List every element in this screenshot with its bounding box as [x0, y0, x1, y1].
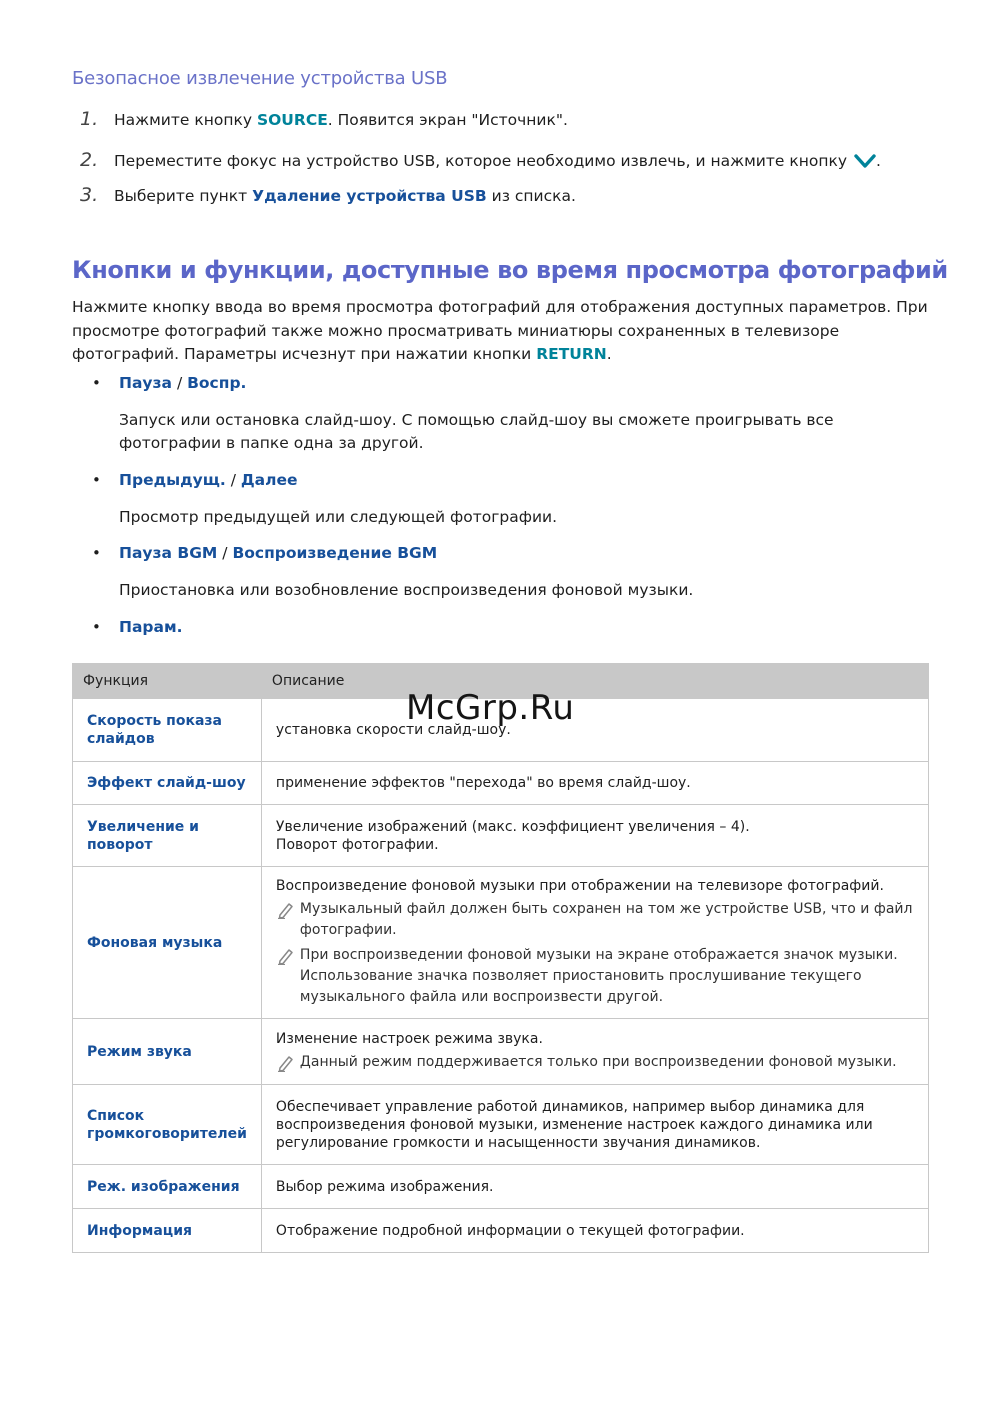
function-name: Фоновая музыка [73, 867, 262, 1019]
chevron-down-icon [854, 152, 876, 174]
bullet-params: • Парам. [92, 618, 183, 636]
function-description: Обеспечивает управление работой динамиков, например выбор динамика для воспроизведения фоновой музыки, изменение настроек каждого динамика или регулирование громкости и насыщенности звучания динамиков. [261, 1085, 928, 1165]
step-2: 2. Переместите фокус на устройство USB, которое необходимо извлечь, и нажмите кнопку . [80, 149, 881, 174]
function-description: установка скорости слайд-шоу. [261, 699, 928, 762]
intro-paragraph: Нажмите кнопку ввода во время просмотра фотографий для отображения доступных параметров. При просмотре фотографий также можно просматривать миниатюры сохраненных в телевизоре фотографий. Параметры исчезнут при нажатии кнопки RETURN. [72, 298, 928, 363]
bullet-description: Приостановка или возобновление воспроизведения фоновой музыки. [119, 581, 694, 599]
pencil-note-icon [276, 947, 296, 965]
step-number: 3. [80, 184, 99, 206]
function-name: Скорость показа слайдов [73, 699, 262, 762]
bullet-description: Просмотр предыдущей или следующей фотографии. [119, 508, 558, 526]
table-row [73, 805, 929, 867]
table-row [73, 1019, 929, 1085]
step-1: 1. Нажмите кнопку SOURCE. Появится экран "Источник". [80, 108, 568, 130]
note: При воспроизведении фоновой музыки на экране отображается значок музыки. Использование значка позволяет приостановить прослушивание текущего музыкального файла или воспроизвести другой. [276, 945, 914, 1008]
function-name: Реж. изображения [73, 1165, 262, 1209]
keyword-return: RETURN [536, 345, 607, 363]
step-number: 1. [80, 108, 99, 130]
keyword-source: SOURCE [256, 111, 328, 129]
function-name: Информация [73, 1209, 262, 1253]
step-3: 3. Выберите пункт Удаление устройства USB из списка. [80, 184, 576, 206]
watermark: McGrp.Ru [406, 688, 575, 728]
column-header-function: Функция [73, 664, 262, 699]
table-row [73, 867, 929, 1019]
table-row [73, 762, 929, 805]
function-description: Выбор режима изображения. [261, 1165, 928, 1209]
bullet-pause-play: • Пауза / Воспр. [92, 374, 247, 392]
note: Музыкальный файл должен быть сохранен на том же устройстве USB, что и файл фотографии. [276, 899, 914, 941]
table-row [73, 1085, 929, 1165]
pencil-note-icon [276, 901, 296, 919]
pencil-note-icon [276, 1054, 296, 1072]
function-description: Воспроизведение фоновой музыки при отображении на телевизоре фотографий. Музыкальный файл должен быть сохранен на том же устройстве USB, что и файл фотографии. При воспроизведении фоновой музыки на экране отображается значок музыки. Использование значка позволяет приостановить прослушивание текущего музыкального файла или воспроизвести другой. [261, 867, 928, 1019]
function-description: применение эффектов "перехода" во время слайд-шоу. [261, 762, 928, 805]
section-subheading: Безопасное извлечение устройства USB [72, 68, 448, 89]
function-name: Режим звука [73, 1019, 262, 1085]
step-number: 2. [80, 149, 99, 171]
function-name: Эффект слайд-шоу [73, 762, 262, 805]
function-description: Отображение подробной информации о текущей фотографии. [261, 1209, 928, 1253]
function-description: Увеличение изображений (макс. коэффициент увеличения – 4). Поворот фотографии. [261, 805, 928, 867]
table-row [73, 1209, 929, 1253]
keyword-remove-usb: Удаление устройства USB [252, 187, 487, 205]
bullet-prev-next: • Предыдущ. / Далее [92, 471, 298, 489]
column-header-description: Описание [261, 664, 928, 699]
bullet-description: Запуск или остановка слайд-шоу. С помощью слайд-шоу вы сможете проигрывать все фотографии в папке одна за другой. [119, 411, 834, 452]
bullet-bgm: • Пауза BGM / Воспроизведение BGM [92, 544, 438, 562]
function-name: Список громкоговорителей [73, 1085, 262, 1165]
note: Данный режим поддерживается только при воспроизведении фоновой музыки. [276, 1052, 914, 1073]
table-row [73, 1165, 929, 1209]
parameters-table [72, 663, 929, 1253]
page-title: Кнопки и функции, доступные во время просмотра фотографий [72, 256, 948, 284]
function-description: Изменение настроек режима звука. Данный режим поддерживается только при воспроизведении фоновой музыки. [261, 1019, 928, 1085]
function-name: Увеличение и поворот [73, 805, 262, 867]
